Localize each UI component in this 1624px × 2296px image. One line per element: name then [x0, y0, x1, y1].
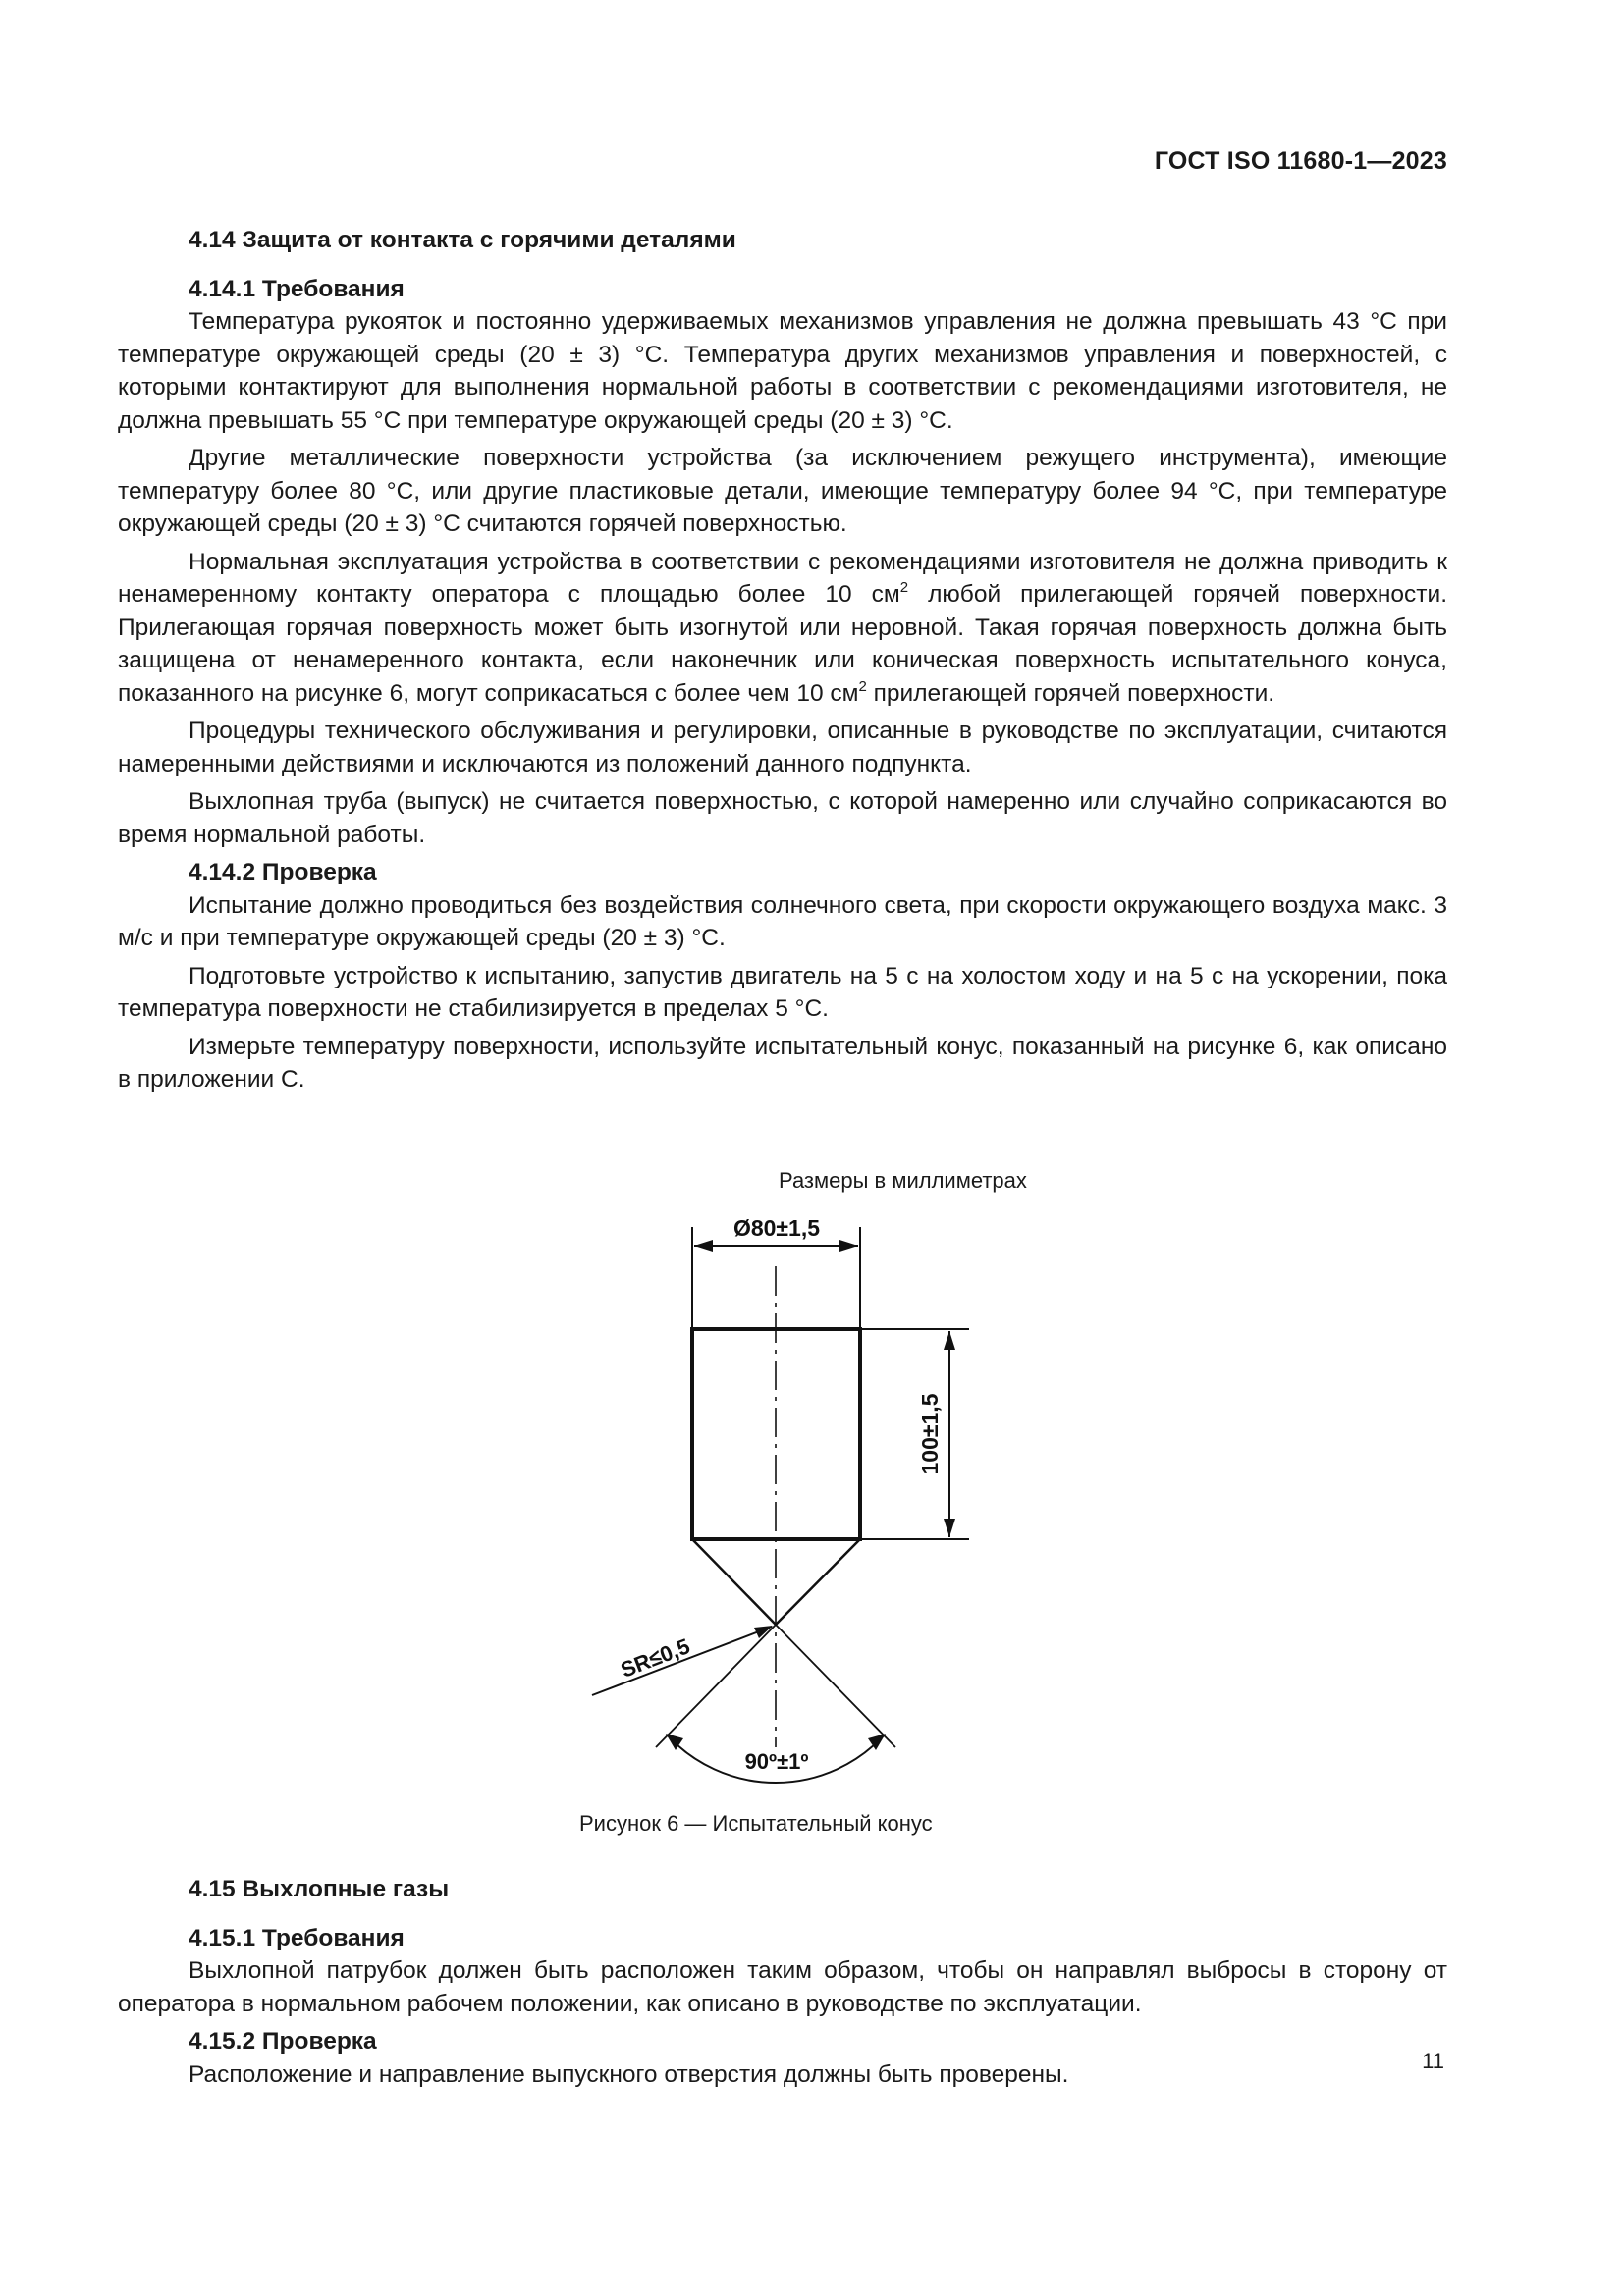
- paragraph: Процедуры технического обслуживания и регулировки, описанные в руководстве по эксплуатации, считаются намеренными действиями и исключаются из положений данного подпункта.: [118, 718, 1447, 777]
- cone-cylinder-body: [692, 1329, 860, 1539]
- dimension-arrow: [839, 1240, 858, 1252]
- dimension-arrow: [868, 1734, 886, 1750]
- paragraph: Выхлопной патрубок должен быть расположен таким образом, чтобы он направлял выбросы в сторону от оператора в нормальном рабочем положении, как описано в руководстве по эксплуатации.: [118, 1957, 1447, 2017]
- extension-line: [776, 1625, 895, 1747]
- paragraph: Выхлопная труба (выпуск) не считается поверхностью, с которой намеренно или случайно соприкасаются во время нормальной работы.: [118, 788, 1447, 848]
- subsection-title-requirements: 4.15.1 Требования: [189, 1924, 405, 1951]
- diameter-label: Ø80±1,5: [732, 1215, 821, 1241]
- superscript: 2: [858, 677, 867, 695]
- figure-caption: Рисунок 6 — Испытательный конус: [579, 1811, 933, 1836]
- leader-arrow: [754, 1626, 773, 1638]
- paragraph: Подготовьте устройство к испытанию, запустив двигатель на 5 с на холостом ходу и на 5 с на ускорении, пока температура поверхности не стабилизируется в пределах 5 °C.: [118, 962, 1447, 1022]
- paragraph: Другие металлические поверхности устройства (за исключением режущего инструмента), имеющие температуру более 80 °C, или другие пластиковые детали, имеющие температуру более 94 °C, при температуре окружающей среды (20 ± 3) °C считаются горячей поверхностью.: [118, 445, 1447, 537]
- superscript: 2: [899, 579, 909, 596]
- subsection-title-check: 4.14.2 Проверка: [189, 859, 377, 885]
- height-label: 100±1,5: [917, 1393, 943, 1475]
- angle-arc: [668, 1735, 884, 1783]
- figure-units-note: Размеры в миллиметрах: [779, 1168, 1027, 1193]
- cone-side-line: [692, 1539, 776, 1625]
- section-4-15: [118, 1873, 1447, 2096]
- leader-line: [592, 1627, 772, 1695]
- section-title: 4.15 Выхлопные газы: [189, 1876, 450, 1902]
- dimension-arrow: [944, 1519, 955, 1537]
- paragraph: Измерьте температуру поверхности, используйте испытательный конус, показанный на рисунке 6, как описано в приложении С.: [118, 1033, 1447, 1093]
- angle-label: 90º±1º: [744, 1749, 809, 1774]
- dimension-arrow: [666, 1734, 683, 1750]
- paragraph: Расположение и направление выпускного отверстия должны быть проверены.: [189, 2060, 1069, 2088]
- cone-side-line: [776, 1539, 860, 1625]
- paragraph: Испытание должно проводиться без воздействия солнечного света, при скорости окружающего воздуха макс. 3 м/с и при температуре окружающей среды (20 ± 3) °C.: [118, 891, 1447, 951]
- paragraph: Температура рукояток и постоянно удерживаемых механизмов управления не должна превышать 43 °C при температуре окружающей среды (20 ± 3) °C. Температура других механизмов управления и поверхностей, с которыми контактируют для выполнения нормальной работы в соответствии с рекомендациями изготовителя, не должна превышать 55 °C при температуре окружающей среды (20 ± 3) °C.: [118, 308, 1447, 434]
- paragraph-text: прилегающей горячей поверхности.: [866, 679, 1275, 707]
- subsection-title-requirements: 4.14.1 Требования: [189, 275, 405, 302]
- dimension-arrow: [944, 1331, 955, 1350]
- paragraph-text: Нормальная эксплуатация устройства в соответствии с рекомендациями изготовителя не должна приводить к ненамеренному контакту оператора с площадью более 10 см: [118, 548, 1447, 608]
- paragraph: [118, 546, 1447, 711]
- dimension-arrow: [694, 1240, 713, 1252]
- extension-line: [656, 1625, 776, 1747]
- section-title: 4.14 Защита от контакта с горячими деталями: [189, 227, 736, 253]
- page-number: 11: [1422, 2049, 1444, 2073]
- section-4-14: [118, 224, 1447, 1101]
- document-id-header: ГОСТ ISO 11680-1—2023: [1154, 147, 1447, 175]
- subsection-title-check: 4.15.2 Проверка: [189, 2028, 377, 2055]
- radius-label: SR≤0,5: [617, 1633, 693, 1682]
- paragraph-text: любой прилегающей горячей поверхности. Прилегающая горячая поверхность может быть изогнутой или неровной. Такая горячая поверхность должна быть защищена от ненамеренного контакта, если наконечник или коническая поверхность испытательного конуса, показанного на рисунке 6, могут соприкасаться с более чем 10 см: [118, 581, 1448, 707]
